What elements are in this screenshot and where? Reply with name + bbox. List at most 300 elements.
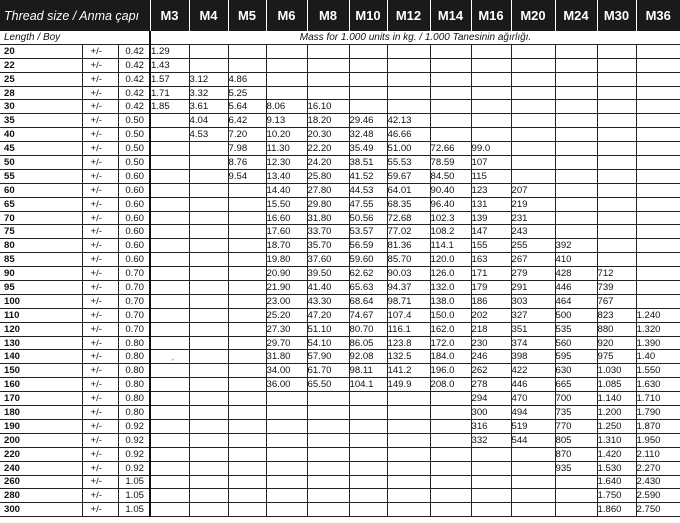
mass-cell (189, 364, 228, 378)
mass-cell: 398 (511, 350, 555, 364)
mass-cell: 630 (555, 364, 597, 378)
length-cell: 70 (0, 211, 82, 225)
tolerance-cell: 0.80 (118, 392, 150, 406)
mass-cell (430, 128, 471, 142)
length-cell: 160 (0, 378, 82, 392)
mass-cell: 72.68 (387, 211, 430, 225)
mass-cell: 7.98 (228, 142, 266, 156)
length-cell: 45 (0, 142, 82, 156)
subheader-row (0, 31, 680, 44)
mass-cell (555, 169, 597, 183)
length-cell: 110 (0, 308, 82, 322)
mass-cell (511, 100, 555, 114)
mass-cell (430, 100, 471, 114)
tolerance-cell: 0.42 (118, 44, 150, 58)
mass-cell (150, 281, 189, 295)
length-cell: 190 (0, 419, 82, 433)
mass-cell (266, 86, 307, 100)
mass-cell (266, 58, 307, 72)
mass-cell (150, 447, 189, 461)
mass-cell (349, 433, 387, 447)
plus-minus-cell: +/- (82, 419, 118, 433)
mass-cell (150, 169, 189, 183)
length-cell: 65 (0, 197, 82, 211)
mass-cell: 2.430 (636, 475, 680, 489)
mass-cell (387, 433, 430, 447)
mass-cell (555, 489, 597, 503)
mass-cell (307, 475, 349, 489)
mass-cell: 1.390 (636, 336, 680, 350)
mass-cell (636, 128, 680, 142)
plus-minus-cell: +/- (82, 336, 118, 350)
mass-cell (150, 503, 189, 517)
length-cell: 180 (0, 406, 82, 420)
mass-cell: 162.0 (430, 322, 471, 336)
mass-cell: 2.110 (636, 447, 680, 461)
tolerance-cell: 0.80 (118, 336, 150, 350)
mass-cell (228, 239, 266, 253)
mass-cell: 18.70 (266, 239, 307, 253)
table-row (0, 433, 680, 447)
table-row (0, 475, 680, 489)
mass-cell (150, 183, 189, 197)
mass-cell: 700 (555, 392, 597, 406)
mass-cell: 327 (511, 308, 555, 322)
mass-cell: 179 (471, 281, 511, 295)
mass-cell (471, 44, 511, 58)
mass-cell: 1.40 (636, 350, 680, 364)
mass-cell (597, 183, 636, 197)
mass-cell (228, 253, 266, 267)
mass-cell: 1.85 (150, 100, 189, 114)
mass-cell: 44.53 (349, 183, 387, 197)
mass-cell: 20.30 (307, 128, 349, 142)
mass-cell (150, 253, 189, 267)
mass-cell (307, 461, 349, 475)
mass-cell: 90.03 (387, 267, 430, 281)
mass-cell (387, 447, 430, 461)
mass-cell: 219 (511, 197, 555, 211)
mass-cell: 1.630 (636, 378, 680, 392)
mass-cell: 80.70 (349, 322, 387, 336)
mass-cell: 171 (471, 267, 511, 281)
mass-cell (189, 211, 228, 225)
mass-cell: 18.20 (307, 114, 349, 128)
mass-cell: 25.20 (266, 308, 307, 322)
mass-cell (189, 281, 228, 295)
mass-cell (189, 156, 228, 170)
tolerance-cell: 0.70 (118, 267, 150, 281)
plus-minus-cell: +/- (82, 183, 118, 197)
mass-cell (150, 489, 189, 503)
mass-cell: 107.4 (387, 308, 430, 322)
mass-cell (150, 419, 189, 433)
table-row (0, 128, 680, 142)
tolerance-cell: 0.42 (118, 58, 150, 72)
mass-cell (387, 475, 430, 489)
mass-cell: 46.66 (387, 128, 430, 142)
mass-cell: 114.1 (430, 239, 471, 253)
mass-cell: 544 (511, 433, 555, 447)
tolerance-cell: 0.80 (118, 364, 150, 378)
mass-cell: 42.13 (387, 114, 430, 128)
mass-cell (349, 392, 387, 406)
mass-cell: 126.0 (430, 267, 471, 281)
mass-cell: 9.13 (266, 114, 307, 128)
plus-minus-cell: +/- (82, 433, 118, 447)
plus-minus-cell: +/- (82, 58, 118, 72)
mass-cell: 150.0 (430, 308, 471, 322)
table-row (0, 392, 680, 406)
mass-cell: 33.70 (307, 225, 349, 239)
mass-cell: 139 (471, 211, 511, 225)
mass-cell (266, 433, 307, 447)
mass-cell (266, 392, 307, 406)
mass-cell (430, 72, 471, 86)
tolerance-cell: 0.50 (118, 114, 150, 128)
mass-cell: 12.30 (266, 156, 307, 170)
mass-cell (228, 364, 266, 378)
mass-cell (307, 44, 349, 58)
mass-cell: 267 (511, 253, 555, 267)
size-col-header: M20 (511, 0, 555, 31)
tolerance-cell: 0.60 (118, 225, 150, 239)
mass-cell: 15.50 (266, 197, 307, 211)
length-cell: 40 (0, 128, 82, 142)
mass-cell (387, 489, 430, 503)
mass-cell (189, 308, 228, 322)
mass-cell (430, 58, 471, 72)
mass-cell: 262 (471, 364, 511, 378)
mass-cell: 767 (597, 294, 636, 308)
mass-cell (189, 503, 228, 517)
table-row (0, 364, 680, 378)
mass-cell (636, 225, 680, 239)
mass-cell: 246 (471, 350, 511, 364)
mass-cell: 81.36 (387, 239, 430, 253)
mass-cell (189, 197, 228, 211)
mass-cell: 172.0 (430, 336, 471, 350)
mass-cell: 446 (511, 378, 555, 392)
tolerance-cell: 0.92 (118, 433, 150, 447)
mass-cell (189, 378, 228, 392)
mass-cell (555, 156, 597, 170)
mass-cell: 5.64 (228, 100, 266, 114)
mass-cell (189, 433, 228, 447)
mass-cell: 54.10 (307, 336, 349, 350)
mass-cell: 27.80 (307, 183, 349, 197)
mass-cell (430, 419, 471, 433)
mass-cell (430, 86, 471, 100)
length-cell: 200 (0, 433, 82, 447)
table-row (0, 183, 680, 197)
mass-cell (189, 336, 228, 350)
mass-cell (555, 475, 597, 489)
mass-cell (349, 44, 387, 58)
mass-cell: 39.50 (307, 267, 349, 281)
table-row (0, 336, 680, 350)
length-label: Length (4, 31, 35, 43)
mass-cell: 1.200 (597, 406, 636, 420)
mass-cell (150, 461, 189, 475)
mass-cell (189, 44, 228, 58)
mass-cell (266, 503, 307, 517)
mass-cell (228, 211, 266, 225)
mass-cell (471, 475, 511, 489)
mass-cell (471, 58, 511, 72)
mass-cell: 332 (471, 433, 511, 447)
mass-cell: 8.76 (228, 156, 266, 170)
mass-cell: 255 (511, 239, 555, 253)
mass-cell: 92.08 (349, 350, 387, 364)
mass-cell: 519 (511, 419, 555, 433)
mass-cell (189, 447, 228, 461)
mass-cell (349, 419, 387, 433)
mass-cell (387, 72, 430, 86)
mass-cell (387, 406, 430, 420)
mass-cell: 132.5 (387, 350, 430, 364)
plus-minus-cell: +/- (82, 267, 118, 281)
mass-cell: 43.30 (307, 294, 349, 308)
mass-cell: 494 (511, 406, 555, 420)
mass-cell (636, 169, 680, 183)
mass-cell (387, 461, 430, 475)
mass-cell (150, 225, 189, 239)
mass-cell: 8.06 (266, 100, 307, 114)
mass-cell (228, 322, 266, 336)
mass-cell: 392 (555, 239, 597, 253)
mass-cell (597, 197, 636, 211)
mass-cell: 470 (511, 392, 555, 406)
mass-cell (150, 433, 189, 447)
mass-cell: 102.3 (430, 211, 471, 225)
mass-cell: 464 (555, 294, 597, 308)
mass-cell (597, 72, 636, 86)
mass-cell (150, 211, 189, 225)
mass-cell (555, 142, 597, 156)
length-cell: 25 (0, 72, 82, 86)
table-row (0, 169, 680, 183)
mass-cell: 1.950 (636, 433, 680, 447)
mass-cell (266, 419, 307, 433)
mass-cell (349, 100, 387, 114)
length-cell: 90 (0, 267, 82, 281)
mass-cell: 96.40 (430, 197, 471, 211)
mass-cell: 279 (511, 267, 555, 281)
mass-cell: 1.43 (150, 58, 189, 72)
mass-cell: 186 (471, 294, 511, 308)
mass-cell: 138.0 (430, 294, 471, 308)
mass-cell (228, 392, 266, 406)
mass-cell (349, 461, 387, 475)
mass-cell (266, 489, 307, 503)
mass-cell (430, 489, 471, 503)
mass-cell: 59.60 (349, 253, 387, 267)
mass-cell (636, 100, 680, 114)
mass-cell (430, 447, 471, 461)
plus-minus-cell: +/- (82, 253, 118, 267)
mass-cell (150, 392, 189, 406)
mass-cell: 41.40 (307, 281, 349, 295)
thread-size-header: Thread size / Anma çapı (0, 0, 150, 31)
mass-cell: 35.49 (349, 142, 387, 156)
mass-cell: 207 (511, 183, 555, 197)
table-row (0, 447, 680, 461)
mass-cell: 36.00 (266, 378, 307, 392)
mass-cell (150, 475, 189, 489)
plus-minus-cell: +/- (82, 364, 118, 378)
mass-cell (597, 211, 636, 225)
mass-cell: 935 (555, 461, 597, 475)
length-cell: 35 (0, 114, 82, 128)
plus-minus-cell: +/- (82, 461, 118, 475)
mass-cell: 2.590 (636, 489, 680, 503)
plus-minus-cell: +/- (82, 322, 118, 336)
mass-cell: 74.67 (349, 308, 387, 322)
tolerance-cell: 0.80 (118, 406, 150, 420)
mass-cell: 880 (597, 322, 636, 336)
mass-cell: 202 (471, 308, 511, 322)
mass-cell: 5.25 (228, 86, 266, 100)
mass-cell (597, 169, 636, 183)
mass-cell (555, 72, 597, 86)
mass-cell: 85.70 (387, 253, 430, 267)
tolerance-cell: 0.50 (118, 128, 150, 142)
size-col-header: M10 (349, 0, 387, 31)
mass-cell: 300 (471, 406, 511, 420)
mass-cell: 123.8 (387, 336, 430, 350)
mass-cell (636, 142, 680, 156)
mass-cell (189, 253, 228, 267)
size-col-header: M16 (471, 0, 511, 31)
mass-cell: 41.52 (349, 169, 387, 183)
tolerance-cell: 0.70 (118, 281, 150, 295)
mass-cell (189, 489, 228, 503)
mass-cell (597, 239, 636, 253)
table-row (0, 281, 680, 295)
mass-cell (430, 461, 471, 475)
mass-cell (597, 142, 636, 156)
mass-cell: 53.57 (349, 225, 387, 239)
mass-cell (266, 72, 307, 86)
mass-cell (266, 44, 307, 58)
mass-cell: 77.02 (387, 225, 430, 239)
mass-cell: 316 (471, 419, 511, 433)
length-cell: 220 (0, 447, 82, 461)
plus-minus-cell: +/- (82, 128, 118, 142)
plus-minus-cell: +/- (82, 406, 118, 420)
mass-cell: 231 (511, 211, 555, 225)
mass-cell (387, 419, 430, 433)
tolerance-cell: 0.60 (118, 197, 150, 211)
table-row (0, 44, 680, 58)
mass-cell: 17.60 (266, 225, 307, 239)
mass-cell (511, 475, 555, 489)
table-row (0, 406, 680, 420)
table-row (0, 308, 680, 322)
mass-cell (597, 225, 636, 239)
mass-cell (636, 58, 680, 72)
mass-cell (150, 114, 189, 128)
mass-cell (511, 72, 555, 86)
mass-cell (189, 419, 228, 433)
mass-cell (511, 503, 555, 517)
mass-cell: 47.20 (307, 308, 349, 322)
plus-minus-cell: +/- (82, 350, 118, 364)
mass-cell: 1.310 (597, 433, 636, 447)
length-cell: 150 (0, 364, 82, 378)
mass-cell: 16.10 (307, 100, 349, 114)
mass-cell: 38.51 (349, 156, 387, 170)
mass-cell (228, 489, 266, 503)
mass-cell (597, 44, 636, 58)
mass-cell: 51.00 (387, 142, 430, 156)
mass-cell: 1.710 (636, 392, 680, 406)
mass-cell: 104.1 (349, 378, 387, 392)
mass-cell (511, 169, 555, 183)
mass-cell (150, 308, 189, 322)
mass-cell (555, 211, 597, 225)
mass-cell: 68.35 (387, 197, 430, 211)
mass-cell (430, 406, 471, 420)
mass-cell: 13.40 (266, 169, 307, 183)
plus-minus-cell: +/- (82, 378, 118, 392)
tolerance-cell: 0.70 (118, 294, 150, 308)
tolerance-cell: 0.42 (118, 86, 150, 100)
mass-cell (189, 142, 228, 156)
mass-cell: 32.48 (349, 128, 387, 142)
mass-cell: 428 (555, 267, 597, 281)
mass-cell: 4.53 (189, 128, 228, 142)
mass-cell: 131 (471, 197, 511, 211)
mass-cell (471, 86, 511, 100)
mass-cell: 6.42 (228, 114, 266, 128)
mass-cell: 147 (471, 225, 511, 239)
mass-cell (228, 433, 266, 447)
mass-cell (189, 350, 228, 364)
table-row (0, 267, 680, 281)
mass-cell (349, 406, 387, 420)
mass-cell: 35.70 (307, 239, 349, 253)
mass-cell: 218 (471, 322, 511, 336)
size-col-header: M4 (189, 0, 228, 31)
mass-cell: 975 (597, 350, 636, 364)
tolerance-cell: 1.05 (118, 475, 150, 489)
mass-cell: 2.750 (636, 503, 680, 517)
mass-cell: 278 (471, 378, 511, 392)
mass-cell (471, 100, 511, 114)
mass-cell: 22.20 (307, 142, 349, 156)
length-cell: 95 (0, 281, 82, 295)
mass-cell (511, 128, 555, 142)
table-row (0, 86, 680, 100)
mass-cell (307, 447, 349, 461)
size-col-header: M14 (430, 0, 471, 31)
mass-cell: 665 (555, 378, 597, 392)
mass-cell (266, 447, 307, 461)
tolerance-cell: 1.05 (118, 489, 150, 503)
tolerance-cell: 0.92 (118, 461, 150, 475)
plus-minus-cell: +/- (82, 44, 118, 58)
mass-cell (150, 294, 189, 308)
mass-cell: 735 (555, 406, 597, 420)
mass-cell: 535 (555, 322, 597, 336)
mass-cell (349, 58, 387, 72)
mass-cell (555, 183, 597, 197)
table-row (0, 156, 680, 170)
mass-cell: 64.01 (387, 183, 430, 197)
mass-cell (228, 183, 266, 197)
